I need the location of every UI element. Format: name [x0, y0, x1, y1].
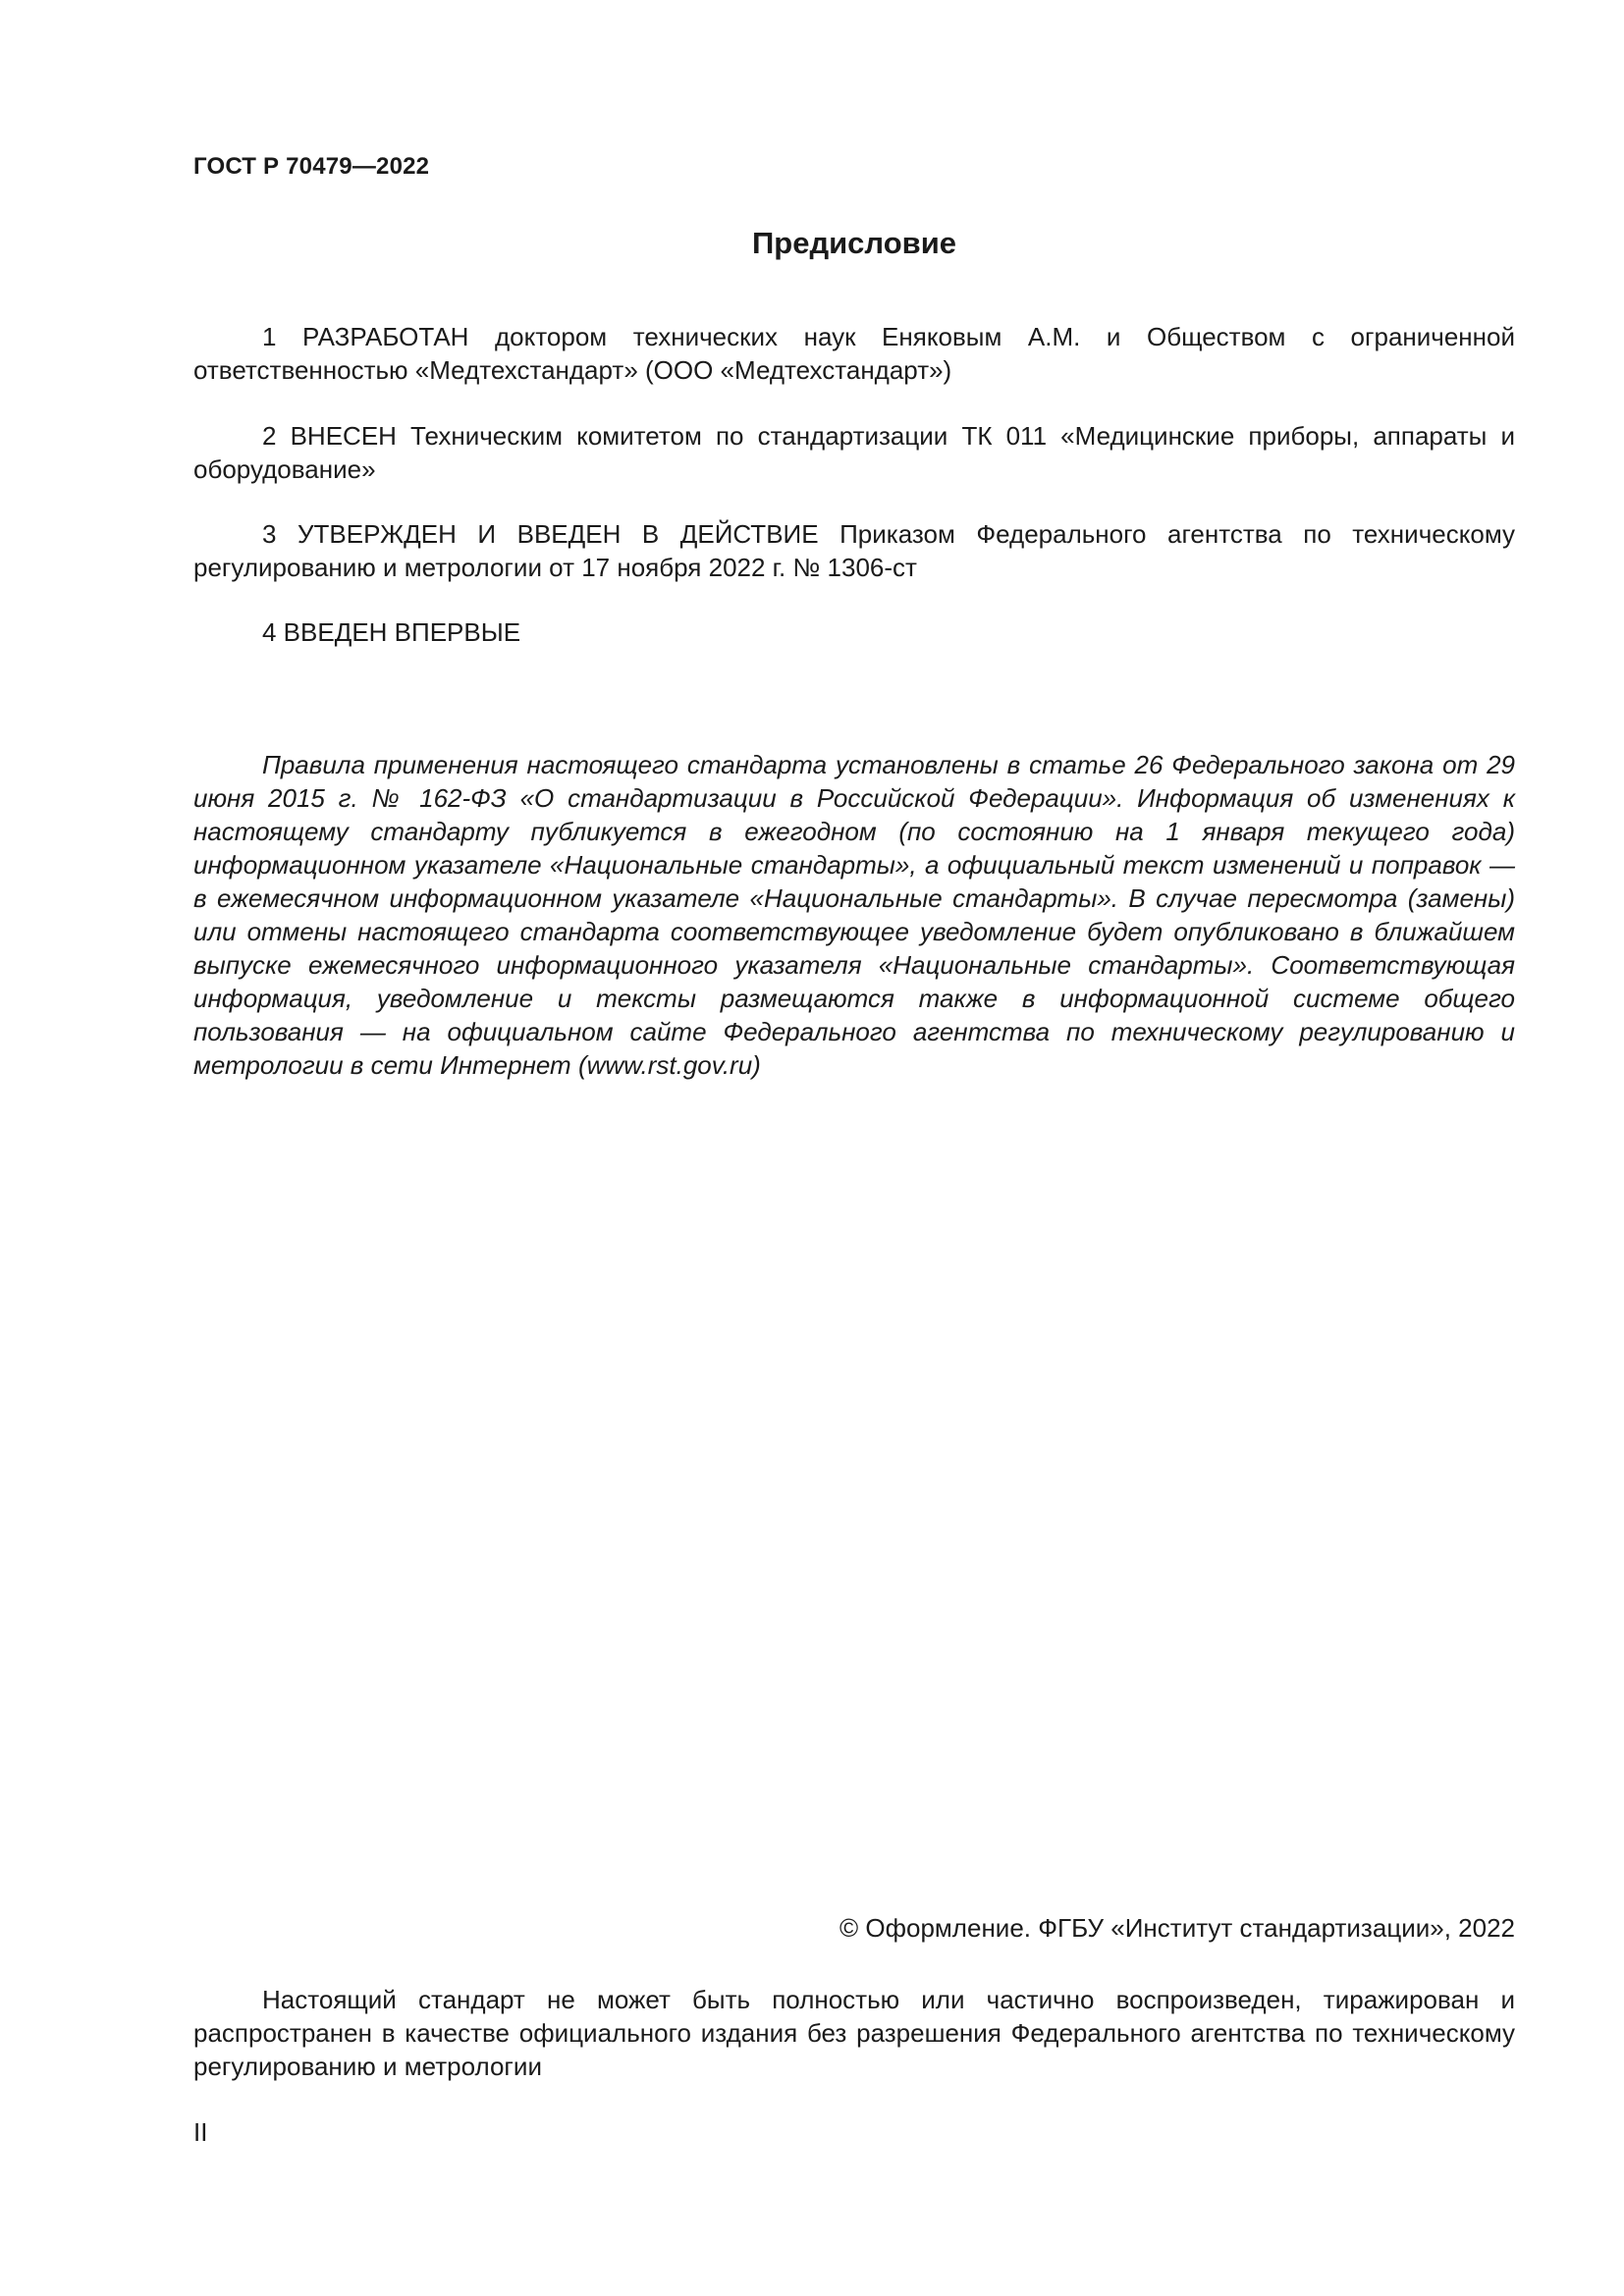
page-title: Предисловие [751, 226, 956, 260]
foreword-item-2: 2 ВНЕСЕН Техническим комитетом по стандартизации ТК 011 «Медицинские приборы, аппараты и оборудование» [193, 421, 1515, 484]
standard-code: ГОСТ Р 70479—2022 [193, 153, 430, 180]
application-rules-paragraph: Правила применения настоящего стандарта установлены в статье 26 Федерального закона от 29 июня 2015 г. № 162-ФЗ «О стандартизации в Российской Федерации». Информация об изменениях к настоящему стандарту публикуется в ежегодном (по состоянию на 1 января текущего года) информационном указателе «Национальные стандарты», а официальный текст изменений и поправок — в ежемесячном информационном указателе «Национальные стандарты». В случае пересмотра (замены) или отмены настоящего стандарта соответствующее уведомление будет опубликовано в ближайшем выпуске ежемесячного информационного указателя «Национальные стандарты». Соответствующая информация, уведомление и тексты размещаются также в информационной системе общего пользования — на официальном сайте Федерального агентства по техническому регулированию и метрологии в сети Интернет (www.rst.gov.ru) [193, 750, 1515, 1080]
foreword-item-4: 4 ВВЕДЕН ВПЕРВЫЕ [262, 617, 521, 647]
reproduction-notice: Настоящий стандарт не может быть полностью или частично воспроизведен, тиражирован и распространен в качестве официального издания без разрешения Федерального агентства по техническому регулированию и метрологии [193, 1985, 1515, 2081]
foreword-item-1: 1 РАЗРАБОТАН доктором технических наук Еняковым А.М. и Обществом с ограниченной ответственностью «Медтехстандарт» (ООО «Медтехстандарт») [193, 322, 1515, 385]
page-number: II [193, 2117, 208, 2147]
foreword-item-3: 3 УТВЕРЖДЕН И ВВЕДЕН В ДЕЙСТВИЕ Приказом Федерального агентства по техническому регулированию и метрологии от 17 ноября 2022 г. № 1306-ст [193, 519, 1515, 582]
copyright-line: © Оформление. ФГБУ «Институт стандартизации», 2022 [839, 1913, 1515, 1943]
